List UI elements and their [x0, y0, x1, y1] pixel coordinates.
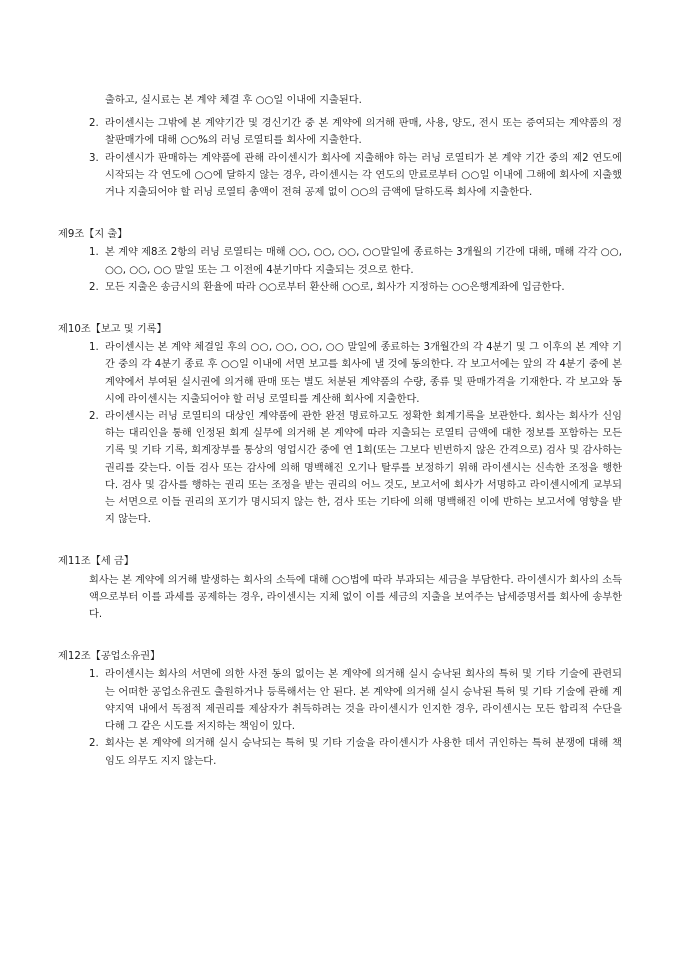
article-heading: 제9조【지 출】 — [58, 229, 128, 241]
list-item — [58, 244, 622, 278]
list-item — [58, 115, 622, 149]
item-text: 라이센시는 그밖에 본 계약기간 및 경신기간 중 본 계약에 의거해 판매, 사용, 양도, 전시 또는 증여되는 계약품의 정찰판매가에 대해 ○○%의 러닝 로열티를 회사에 지출한다. — [105, 118, 622, 147]
list-item — [58, 408, 622, 528]
list-item — [58, 666, 622, 735]
item-number: 2. — [89, 411, 99, 423]
item-text: 라이센시는 러닝 로열티의 대상인 계약품에 관한 완전 명료하고도 정확한 회계기록을 보관한다. 회사는 회사가 신임하는 대리인을 통해 인정된 회계 실무에 의거해 본 계약에 따라 지출되는 로열티 금액에 대한 정보를 포함하는 모든 기록 및 기타 기록, 회계장부를 통상의 영업시간 중에 연 1회(또는 그보다 빈번하지 않은 간격으로) 검사 및 감사하는 권리를 갖는다. 이들 검사 또는 감사에 의해 명백해진 오기나 탈루를 보정하기 위해 라이센시는 신속한 조정을 행한다. 검사 및 감사를 행하는 권리 또는 조정을 받는 권리의 어느 것도, 보고서에 회사가 서명하고 라이센시에게 교부되는 서면으로 이들 권리의 포기가 명시되지 않는 한, 검사 또는 기타에 의해 명백해진 이에 반하는 보고서에 영향을 받지 않는다. — [105, 411, 622, 526]
item-number: 1. — [89, 247, 99, 259]
item-number: 1. — [89, 669, 99, 681]
list-item — [58, 279, 622, 296]
item-number: 2. — [89, 738, 99, 750]
article-heading: 제11조【세 금】 — [58, 556, 134, 568]
article-heading: 제12조【공업소유권】 — [58, 651, 161, 663]
item-text: 라이센시는 본 계약 체결일 후의 ○○, ○○, ○○, ○○ 말일에 종료하는 3개월간의 각 4분기 및 그 이후의 본 계약 기간 중의 각 4분기 종료 후 ○○일 이내에 서면 보고를 회사에 낼 것에 동의한다. 각 보고서에는 앞의 각 4분기 중에 본 계약에서 부여된 실시권에 의거해 판매 또는 별도 처분된 계약품의 수량, 종류 및 판매가격을 기재한다. 각 보고와 동시에 라이센시는 지출되어야 할 러닝 로열티를 계산해 회사에 지출한다. — [105, 342, 622, 405]
item-number: 3. — [89, 152, 99, 164]
item-text: 회사는 본 계약에 의거해 실시 승낙되는 특허 및 기타 기술을 라이센시가 사용한 데서 귀인하는 특허 분쟁에 대해 책임도 의무도 지지 않는다. — [105, 738, 622, 767]
item-number: 1. — [89, 342, 99, 354]
article-paragraph: 회사는 본 계약에 의거해 발생하는 회사의 소득에 대해 ○○법에 따라 부과되는 세금을 부담한다. 라이센시가 회사의 소득액으로부터 이를 과세를 공제하는 경우, 라이센시는 지체 없이 이를 세금의 지출을 보여주는 납세증명서를 회사에 송부한다. — [89, 574, 622, 621]
item-text: 모든 지출은 송금시의 환율에 따라 ○○로부터 환산해 ○○로, 회사가 지정하는 ○○은행계좌에 입금한다. — [105, 281, 565, 293]
list-item — [58, 735, 622, 769]
list-item — [58, 339, 622, 408]
continuation-text: 출하고, 실시료는 본 계약 체결 후 ○○일 이내에 지출된다. — [105, 95, 362, 106]
item-text: 라이센시는 회사의 서면에 의한 사전 동의 없이는 본 계약에 의거해 실시 승낙된 회사의 특허 및 기타 기술에 관련되는 어떠한 공업소유권도 출원하거나 등록해서는 안 된다. 본 계약에 의거해 실시 승낙된 특허 및 기타 기술에 관해 계약지역 내에서 독점적 제권리를 제삼자가 취득하려는 것을 라이센시가 인지한 경우, 라이센시는 모든 합리적 수단을 다해 그 같은 시도를 저지하는 책임이 있다. — [105, 669, 622, 733]
item-number: 2. — [89, 281, 99, 293]
item-text: 본 계약 제8조 2항의 러닝 로열티는 매해 ○○, ○○, ○○, ○○말일에 종료하는 3개월의 기간에 대해, 매해 각각 ○○, ○○, ○○, ○○ 말일 또는 그 이전에 4분기마다 지출되는 것으로 한다. — [105, 247, 622, 276]
list-item — [58, 150, 622, 202]
article-heading: 제10조【보고 및 기록】 — [58, 324, 167, 336]
item-text: 라이센시가 판매하는 계약품에 관해 라이센시가 회사에 지출해야 하는 러닝 로열티가 본 계약 기간 중의 제2 연도에 시작되는 각 연도에 ○○에 달하지 않는 경우, 라이센시는 각 연도의 만료로부터 ○○일 이내에 그해에 회사에 지출했거나 지출되어야 할 러닝 로열티 총액이 전혀 공제 없이 ○○의 금액에 달하도록 회사에 지출한다. — [105, 152, 622, 199]
item-number: 2. — [89, 118, 99, 130]
